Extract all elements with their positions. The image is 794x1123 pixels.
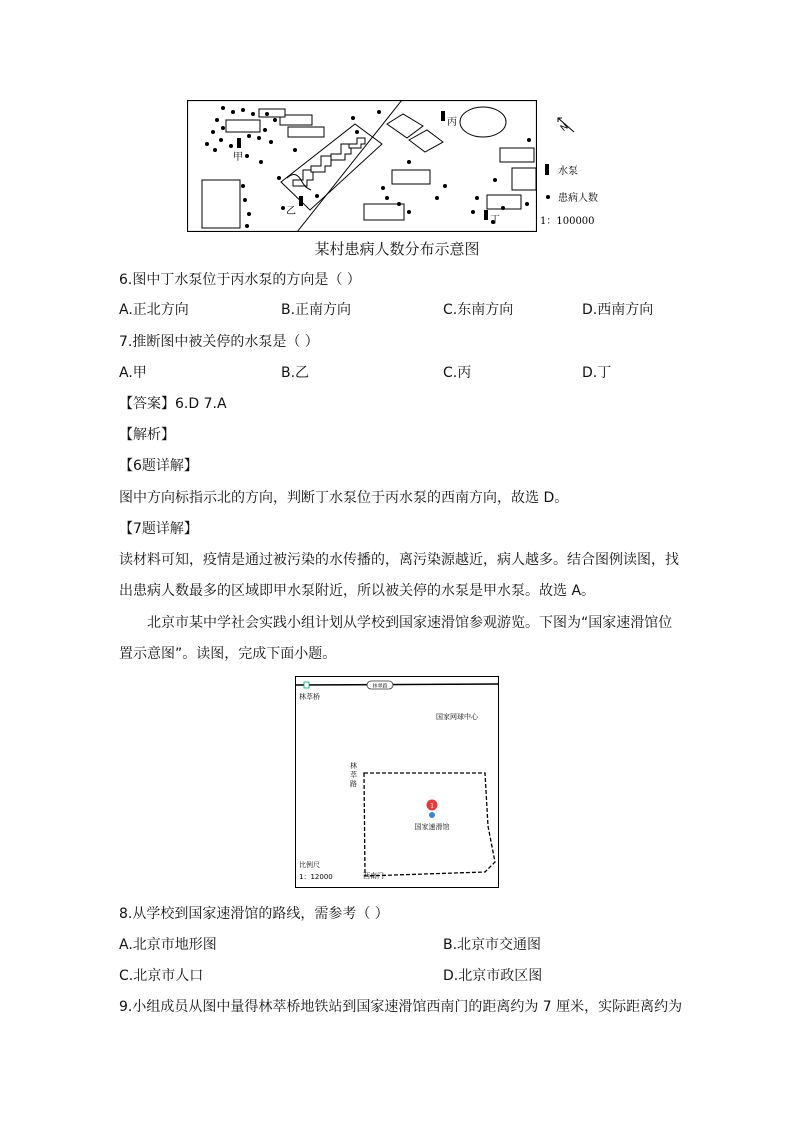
q7-option-d[interactable]: D.丁: [582, 365, 612, 381]
svg-text:路: 路: [350, 780, 357, 788]
svg-text:1：12000: 1：12000: [299, 873, 333, 881]
q6-stem: 6.图中丁水泵位于丙水泵的方向是（ ）: [119, 272, 361, 288]
speed-skating-oval-map: [295, 676, 499, 888]
analysis-heading: 【解析】: [119, 427, 175, 443]
q7-stem: 7.推断图中被关停的水泵是（ ）: [119, 334, 319, 350]
svg-text:林: 林: [350, 762, 357, 770]
svg-text:萃: 萃: [350, 771, 357, 779]
q7-option-c[interactable]: C.丙: [443, 365, 472, 381]
north-arrow-icon: [558, 118, 574, 134]
pump-ding: [484, 210, 488, 220]
q8-option-a[interactable]: A.北京市地形图: [119, 937, 217, 953]
q6-option-d[interactable]: D.西南方向: [582, 302, 654, 318]
q8-option-d[interactable]: D.北京市政区图: [443, 968, 543, 984]
pump-yi: [299, 196, 303, 206]
svg-text:林翠路: 林翠路: [372, 683, 388, 690]
svg-text:丙: 丙: [447, 117, 457, 128]
svg-text:甲: 甲: [233, 152, 243, 163]
village-patient-map: [187, 100, 537, 232]
svg-text:比例尺: 比例尺: [299, 861, 320, 869]
intro-line-2: 置示意图”。读图，完成下面小题。: [119, 646, 337, 662]
svg-text:N: N: [559, 121, 571, 134]
map1-legend: [540, 112, 620, 232]
q8-stem: 8.从学校到国家速滑馆的路线，需参考（ ）: [119, 906, 389, 922]
pump-jia: [237, 138, 241, 148]
q9-stem: 9.小组成员从图中量得林萃桥地铁站到国家速滑馆西南门的距离约为 7 厘米，实际距离约为: [119, 999, 683, 1015]
svg-text:林萃桥: 林萃桥: [299, 693, 320, 701]
svg-text:患病人数: 患病人数: [558, 193, 598, 204]
q7-detail-body-2: 出患病人数最多的区域即甲水泵附近，所以被关停的水泵是甲水泵。故选 A。: [119, 583, 596, 599]
svg-text:1：100000: 1：100000: [540, 216, 595, 227]
q6-option-b[interactable]: B.正南方向: [281, 302, 352, 318]
svg-text:国家网球中心: 国家网球中心: [436, 713, 478, 721]
q7-option-b[interactable]: B.乙: [281, 365, 310, 381]
q6-option-a[interactable]: A.正北方向: [119, 302, 189, 318]
q7-detail-heading: 【7题详解】: [119, 521, 198, 537]
answer: 【答案】6.D 7.A: [119, 396, 227, 412]
q7-detail-body-1: 读材料可知，疫情是通过被污染的水传播的，离污染源越近，病人越多。结合图例读图，找: [119, 552, 679, 568]
q7-option-a[interactable]: A.甲: [119, 365, 147, 381]
svg-text:丁: 丁: [490, 215, 500, 226]
svg-text:国家速滑馆: 国家速滑馆: [414, 823, 450, 831]
svg-text:乙: 乙: [286, 206, 296, 217]
q6-option-c[interactable]: C.东南方向: [443, 302, 514, 318]
q8-option-c[interactable]: C.北京市人口: [119, 968, 204, 984]
svg-text:1: 1: [430, 802, 434, 810]
svg-text:西南门: 西南门: [363, 872, 384, 880]
q8-option-b[interactable]: B.北京市交通图: [443, 937, 542, 953]
svg-text:水泵: 水泵: [558, 166, 578, 177]
q6-detail-body: 图中方向标指示北的方向，判断丁水泵位于丙水泵的西南方向，故选 D。: [119, 490, 569, 506]
intro-line-1: 北京市某中学社会实践小组计划从学校到国家速滑馆参观游览。下图为“国家速滑馆位: [147, 615, 673, 631]
q6-detail-heading: 【6题详解】: [119, 458, 198, 474]
pump-bing: [441, 111, 445, 121]
map1-caption: 某村患病人数分布示意图: [314, 240, 480, 258]
